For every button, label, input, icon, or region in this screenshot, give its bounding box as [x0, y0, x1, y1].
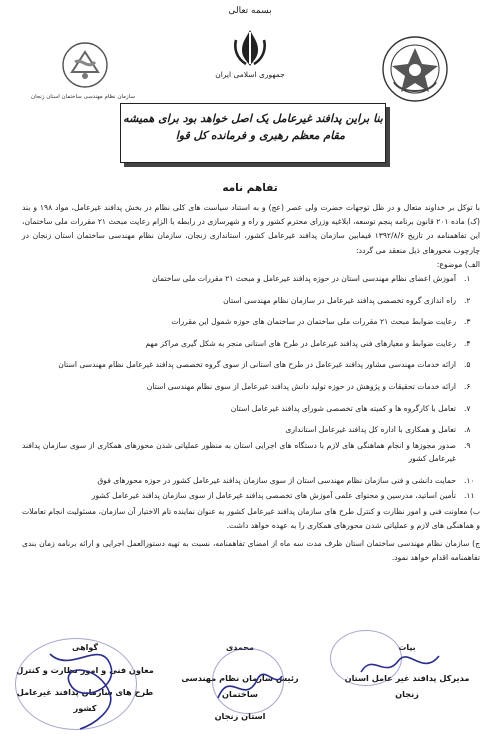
list-item: [22, 402, 480, 416]
list-item: [22, 294, 480, 308]
item-text: تعامل با کارگروه ها و کمیته های تخصصی شورای پدافند غیرعامل استان: [230, 403, 456, 413]
section-c-paragraph: ج) سازمان نظام مهندسی ساختمان استان ظرف مدت سه ماه از امضای تفاهمنامه، نسبت به تهیه دستورالعمل اجرایی و ارائه برنامه زمان بندی تفاهمنامه اقدام خواهد نمود.: [22, 539, 480, 563]
list-item: [22, 272, 480, 286]
item-number: ۹.: [464, 440, 471, 450]
intro-paragraph: با توکل بر خداوند متعال و در ظل توجهات حضرت ولی عصر (عج) و به استناد سیاست های کلی نظام در بخش پدافند غیرعامل، مواد ۱۹۸ و بند (ک) ماده ۲۰۱ قانون برنامه پنجم توسعه، ابلاغیه وزرای محترم کشور و راه و شهرسازی در رابطه با الزام رعایت مبحث ۲۱ مقررات ملی ساختمان، این تفاهمنامه در تاریخ ۱۳۹۲/۸/۶ فیمابین سازمان پدافند غیرعامل کشور، استانداری زنجان، سازمان نظام مهندسی ساختمان استان زنجان در چارچوب محورهای ذیل منعقد می گردد:: [22, 203, 480, 255]
signer-role-line2: طرح های سازمان پدافند غیرعامل کشور: [16, 687, 154, 713]
item-text: صدور مجوزها و انجام هماهنگی های لازم با دستگاه های اجرایی استان به منظور عملیاتی شدن محورهای همکاری از سوی سازمان پدافند غیرعامل کشور: [22, 440, 456, 464]
list-item: [22, 474, 480, 488]
handwritten-signature-right: [355, 646, 445, 686]
item-text: ارائه خدمات مهندسی مشاور پدافند غیرعامل در طرح های استانی از سوی گروه تخصصی پدافند غیرعامل نظام مهندسی استان: [58, 360, 456, 370]
section-a-heading: الف) موضوع:: [436, 259, 480, 269]
item-text: حمایت دانشی و فنی سازمان نظام مهندسی استان از سوی سازمان پدافند غیرعامل کشور در حوزه محورهای فوق: [97, 475, 456, 485]
list-item: [22, 439, 480, 466]
item-number: ۵.: [464, 360, 471, 370]
item-number: ۴.: [464, 338, 471, 348]
item-number: ۶.: [464, 381, 471, 391]
item-number: ۳.: [464, 317, 471, 327]
handwritten-signature-left: [40, 634, 130, 734]
signer-role: رئیس سازمان نظام مهندسی ساختمان: [181, 673, 299, 699]
republic-text: جمهوری اسلامی ایران: [215, 70, 285, 79]
item-text: تأمین اساتید، مدرسین و محتوای علمی آموزش های تخصصی پدافند غیرعامل از سوی سازمان پدافند غیرعامل کشور: [91, 491, 456, 501]
list-item: [22, 358, 480, 372]
iran-emblem-icon: [228, 26, 272, 70]
item-text: آموزش اعضای نظام مهندسی استان در حوزه پدافند غیرعامل و مبحث ۲۱ مقررات ملی ساختمان: [152, 274, 456, 284]
list-item: [22, 337, 480, 351]
item-text: رعایت ضوابط و معیارهای فنی پدافند غیرعامل در طرح های استانی منجر به شکل گیری مراکز مهم: [145, 338, 456, 348]
passive-defense-logo-icon: [380, 34, 450, 104]
document-body: [22, 201, 480, 566]
list-item: [22, 380, 480, 394]
signature-block: [0, 640, 500, 752]
handwritten-signature-center: [210, 658, 290, 718]
signer-name: بیات: [398, 643, 416, 652]
item-number: ۱.: [464, 274, 471, 284]
item-text: ارائه خدمات تحقیقات و پژوهش در حوزه تولید دانش پدافند غیرعامل از سوی نظام مهندسی استان: [146, 381, 456, 391]
items-list: [22, 272, 480, 503]
section-b-paragraph: ب) معاونت فنی و امور نظارت و کنترل طرح های سازمان پدافند غیرعامل کشور به عنوان نماینده تام الاختیار آن سازمان، مسئولیت انجام تعاملات و هماهنگی های لازم و عملیاتی شدن محورهای همکاری را به عهده خواهد داشت.: [22, 506, 480, 530]
signer-role-line2: استان زنجان: [214, 711, 266, 721]
left-logo-caption: سازمان نظام مهندسی ساختمان استان زنجان: [31, 94, 135, 100]
signer-name: گواهی: [71, 643, 99, 652]
list-item: [22, 315, 480, 329]
item-text: راه اندازی گروه تخصصی پدافند غیرعامل در سازمان نظام مهندسی استان: [223, 295, 456, 305]
item-text: رعایت ضوابط مبحث ۲۱ مقررات ملی ساختمان در ساختمان های حوزه شمول این مقررات: [171, 317, 456, 327]
item-text: تعامل و همکاری با اداره کل پدافند غیرعامل استانداری: [285, 425, 456, 435]
signer-role: معاون فنی و امور نظارت و کنترل: [16, 665, 154, 675]
signer-name: محمدی: [225, 643, 255, 652]
item-number: ۸.: [464, 425, 471, 435]
quote-text: بنا براین پدافند غیرعامل یک اصل خواهد بود برای همیشه: [123, 112, 383, 125]
document-title: تفاهم نامه: [222, 182, 278, 194]
item-number: ۲.: [464, 295, 471, 305]
bismillah-text: بسمه تعالی: [228, 6, 272, 16]
list-item: [22, 489, 480, 503]
item-number: ۱۱.: [464, 491, 475, 501]
item-number: ۱۰.: [464, 475, 475, 485]
engineering-organization-logo-icon: [60, 40, 110, 90]
signer-role: مدیرکل پدافند غیر عامل استان زنجان: [344, 673, 470, 699]
list-item: [22, 423, 480, 437]
leader-quote-box: [120, 103, 386, 163]
item-number: ۷.: [464, 403, 471, 413]
quote-attribution: مقام معظم رهبری و فرمانده کل قوا: [175, 129, 345, 142]
